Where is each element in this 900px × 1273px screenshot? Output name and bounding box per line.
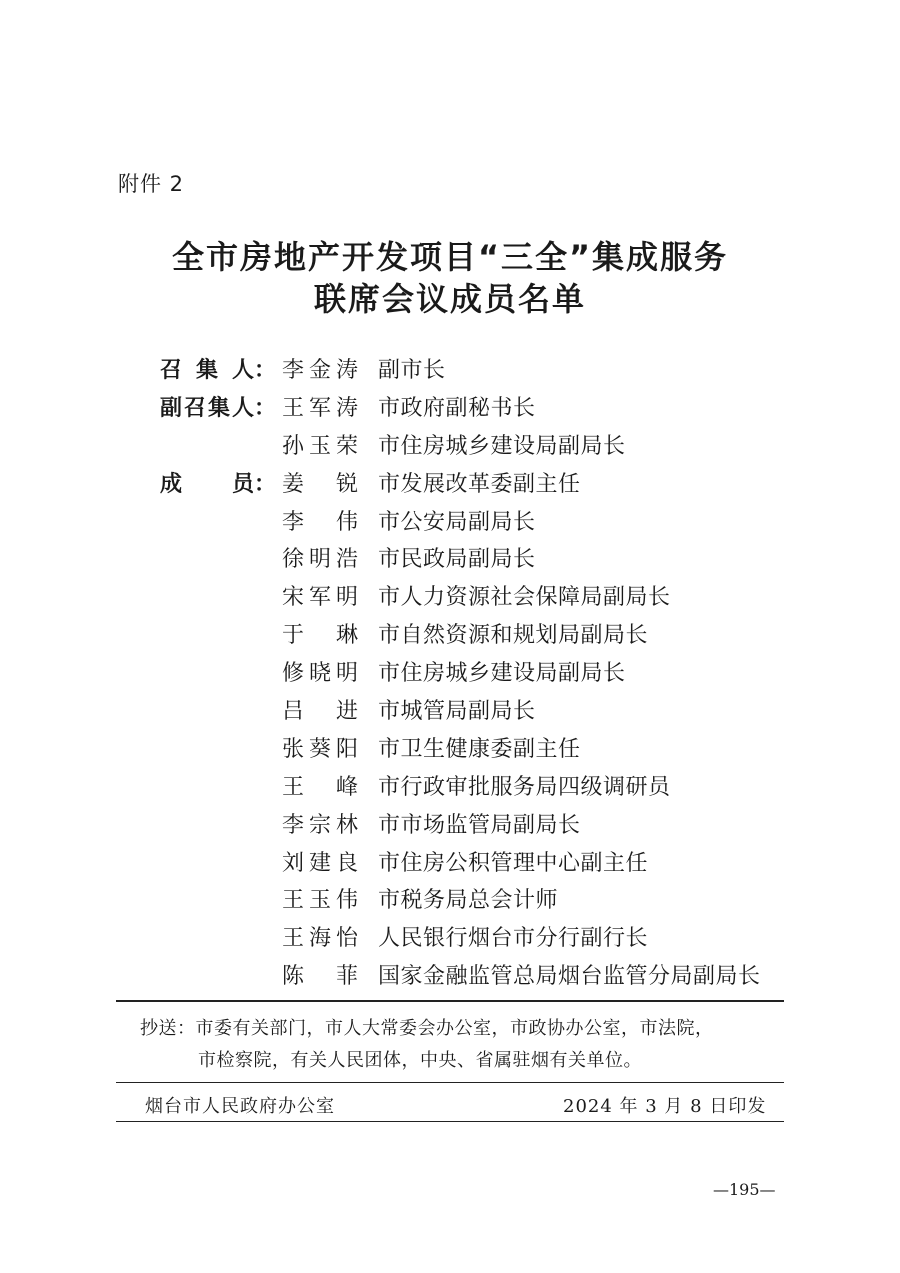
roster-row — [160, 958, 761, 996]
roster-role-label: 成 员 — [160, 471, 254, 497]
member-name: 吕 进 — [282, 699, 358, 725]
roster-row — [160, 731, 761, 769]
member-position: 市行政审批服务局四级调研员 — [378, 774, 671, 800]
attachment-label: 附件 2 — [118, 172, 185, 196]
roster-row — [160, 390, 761, 428]
issue-date: 2024 年 3 月 8 日印发 — [563, 1096, 767, 1117]
member-position: 市公安局副局长 — [378, 509, 536, 535]
member-roster — [160, 352, 761, 996]
member-position: 市住房城乡建设局副局长 — [378, 661, 626, 687]
member-position: 市市场监管局副局长 — [378, 812, 581, 838]
member-position: 市发展改革委副主任 — [378, 471, 581, 497]
member-name: 李金涛 — [282, 358, 358, 383]
member-position: 市住房城乡建设局副局长 — [378, 433, 626, 459]
roster-role — [160, 958, 276, 996]
member-position: 市人力资源社会保障局副局长 — [378, 585, 671, 611]
roster-role-label: 召 集 人 — [160, 358, 254, 383]
member-name: 修晓明 — [282, 661, 358, 687]
roster-role — [160, 693, 276, 731]
member-name: 李宗林 — [282, 812, 358, 838]
divider-top — [116, 1000, 784, 1002]
roster-role — [160, 541, 276, 579]
member-name: 陈 菲 — [282, 964, 358, 990]
roster-role — [160, 428, 276, 466]
member-name: 王军涛 — [282, 395, 358, 421]
member-position: 市自然资源和规划局副局长 — [378, 623, 649, 649]
roster-row — [160, 617, 761, 655]
roster-role — [160, 504, 276, 542]
roster-role: 成 员 ： — [160, 466, 276, 504]
page-number: —195— — [713, 1180, 776, 1199]
member-position: 市税务局总会计师 — [378, 888, 559, 914]
roster-role — [160, 731, 276, 769]
issuing-office: 烟台市人民政府办公室 — [145, 1096, 335, 1117]
cc-line-1: 抄送：市委有关部门，市人大常委会办公室，市政协办公室，市法院， — [140, 1018, 714, 1039]
member-name: 宋军明 — [282, 585, 358, 611]
roster-role — [160, 882, 276, 920]
roster-row — [160, 579, 761, 617]
roster-row — [160, 807, 761, 845]
roster-role: 副 召 集 人 ： — [160, 390, 276, 428]
roster-role — [160, 769, 276, 807]
roster-row — [160, 504, 761, 542]
roster-role — [160, 617, 276, 655]
cc-line-2: 市检察院，有关人民团体，中央、省属驻烟有关单位。 — [198, 1050, 642, 1071]
roster-row — [160, 428, 761, 466]
roster-row — [160, 466, 761, 504]
member-position: 人民银行烟台市分行副行长 — [378, 926, 649, 952]
member-name: 姜 锐 — [282, 471, 358, 497]
roster-row — [160, 655, 761, 693]
divider-middle — [116, 1082, 784, 1083]
member-position: 市城管局副局长 — [378, 699, 536, 725]
member-name: 王玉伟 — [282, 888, 358, 914]
roster-row — [160, 882, 761, 920]
roster-row — [160, 693, 761, 731]
roster-row — [160, 845, 761, 883]
member-name: 徐明浩 — [282, 547, 358, 573]
member-name: 于 琳 — [282, 623, 358, 649]
roster-row — [160, 541, 761, 579]
member-name: 刘建良 — [282, 850, 358, 876]
roster-role: 召 集 人 ： — [160, 352, 276, 390]
member-position: 副市长 — [378, 358, 446, 383]
divider-bottom — [116, 1121, 784, 1122]
roster-row — [160, 769, 761, 807]
member-position: 市卫生健康委副主任 — [378, 736, 581, 762]
roster-role — [160, 845, 276, 883]
roster-row — [160, 920, 761, 958]
roster-role-label: 副 召 集 人 — [160, 395, 254, 421]
member-name: 张葵阳 — [282, 736, 358, 762]
member-name: 王海怡 — [282, 926, 358, 952]
member-position: 市政府副秘书长 — [378, 395, 536, 421]
member-position: 市住房公积管理中心副主任 — [378, 850, 649, 876]
member-name: 孙玉荣 — [282, 433, 358, 459]
document-title-line-2: 联席会议成员名单 — [313, 280, 586, 318]
roster-role — [160, 807, 276, 845]
roster-role — [160, 655, 276, 693]
roster-role — [160, 920, 276, 958]
member-name: 李 伟 — [282, 509, 358, 535]
roster-role — [160, 579, 276, 617]
member-position: 国家金融监管总局烟台监管分局副局长 — [378, 964, 761, 990]
roster-row — [160, 352, 761, 390]
member-name: 王 峰 — [282, 774, 358, 800]
document-title-line-1: 全市房地产开发项目“三全”集成服务 — [171, 238, 729, 276]
member-position: 市民政局副局长 — [378, 547, 536, 573]
